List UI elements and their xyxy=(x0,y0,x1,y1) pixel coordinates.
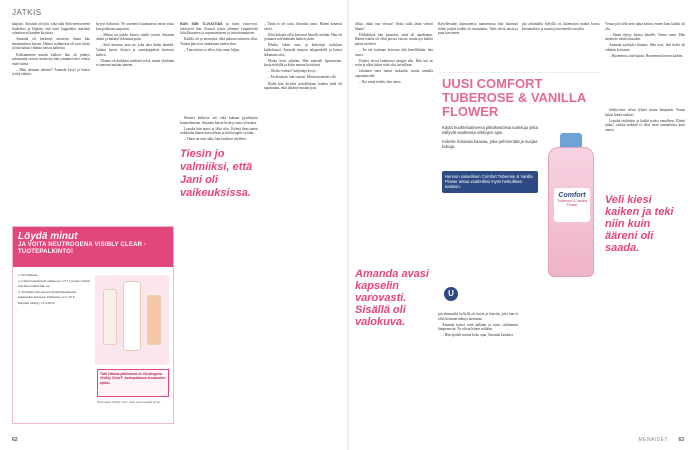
prize-note: Neutrogena Visibly Clear -sarja sopii nuorelle iholle. xyxy=(97,400,161,404)
paragraph: – En ole koskaan kertonut tätä kenellekään, hän sanoi. xyxy=(355,47,433,57)
magazine-name: MENAISET xyxy=(638,437,668,443)
paragraph: Amanda katsoi niitä pitkään ja tunsi sydämensä lämpenevän. Ne olivat hänen isältään. xyxy=(438,322,518,332)
paragraph: Jokainen sana tuntui raskaalta, mutta samalla vapauttavalta. xyxy=(355,69,433,78)
paragraph: Lopulta rauhoittui ja kaikki palasi ennalleen. Elämä jatkui, vaikka mikään ei ollut enää samanlaista kuin ennen. xyxy=(605,118,685,133)
page-number-left: 62 xyxy=(12,437,18,443)
bottle-label xyxy=(554,188,590,222)
article-column-1 xyxy=(12,22,90,222)
paragraph: Kaikki oli jo mennyttä, eikä paluuta entiseen ollut. Toinen päivä toi mukanaan uuden alun. xyxy=(180,37,258,46)
paragraph: – Siitä muistuu aina ne, joka aika ikään häneltä. Vanhat kuvat, kirjeet ja vaatekappaleet kertovat kaiken. xyxy=(96,43,174,57)
paragraph: pin alimmalla hyllyllä oli lukematon määrä kuvia, kertomuksia ja muistoja menneiltä vuosilta. xyxy=(522,22,600,31)
article-column-6 xyxy=(438,22,518,68)
paragraph: – Hän ajatteli minua koko ajan, Amanda kuiskasi. xyxy=(442,333,514,338)
section-lead: KUN SIIN TI-VUOTIAS xyxy=(180,22,223,26)
paragraph: Amanda nyökkäsi hitaasti. Hän tiesi, että hetki oli vihdoin koittanut. xyxy=(605,43,685,52)
ad-paragraph: Kokeile hoitavaa kaavaa, joka pehmentää ja suojaa kuituja. xyxy=(442,138,538,150)
article-column-6-bottom xyxy=(438,312,518,430)
comfort-advertisement xyxy=(438,72,600,308)
article-column-7 xyxy=(522,22,600,68)
promo-title: Löydä minut xyxy=(18,231,78,242)
product-line: Tuberose & Vanilla Flower xyxy=(557,199,587,208)
paragraph: – Minun on pakko kertoa sinulle jotain, Amanda aloitti ja kääntyi ikkunaan päin. xyxy=(96,32,174,42)
paragraph: Jäähyväiset olivat lyhyet mutta lämpimät. Venna halasi häntä tiukasti. xyxy=(605,108,685,117)
paragraph: Kohtaaminen muutti kaiken: hän oli pitänyt salaisuutta vuosia, mutta nyt hän ymmärsi ettei voinut enää vaieta. xyxy=(12,52,90,66)
ad-callout: Hennon naisellinen Comfort Tuberose & Vanilla Flower antaa vaatteillesi myös herkullisen tuoksun. xyxy=(442,171,538,193)
prize-sticker: Tätä viikkoa palkintona on Neutrogena Visibly Clear® -tuotepakkaus kuukauden ajaksi. xyxy=(97,369,169,397)
paragraph: Amanda oli herännyt monessa iltaan hän ensimmäisen kerran. Hänen sydämessä oli taas kiistä ja hän halusi vihdoin kertoa kaikesta. xyxy=(12,37,90,51)
product-bottle xyxy=(123,281,141,351)
paragraph: Kävellessään lapsuutensa maisemissa hän huomasi miten paljon kaikki oli muuttunut. Talot olivat uusia ja puut kasvaneet. xyxy=(438,22,518,36)
paragraph: – Oletko valmis? kuljettaja kysyi. xyxy=(268,69,317,74)
paragraph: Illalla hän kirjoitti päiväkirjaan kaiken mitä oli tapahtunut, eikä jättänyt mitään pois. xyxy=(264,81,342,91)
fabric-softener-bottle xyxy=(546,133,596,283)
paragraph: Pikkuhiljaa hän ymmärsi, mitä oli tapahtunut. Hänen isänsä oli ollut poissa vuosia, mutta nyt kaikki palasi mieleen. xyxy=(355,32,433,46)
paragraph: – Nyt minä tiedän, hän totesi. xyxy=(359,80,402,85)
article-column-3 xyxy=(180,22,258,430)
paragraph: – Tämä on uusi alku, hän kuiskasi itselleen. xyxy=(184,137,247,142)
paragraph: Matka kesti pitkään. Hän muisteli lapsuuttaan, kesiä mökillä ja äidin naurua keittiössä. xyxy=(264,58,342,68)
promo-instructions xyxy=(18,273,90,307)
paragraph: pin alimmalla hyllyllä oli kuvia ja kirjeitä, joita hän ei ollut koskaan nähnyt aiemmin. xyxy=(438,312,518,321)
pull-quote: Amanda avasi kapselin varovasti. Sisällä oli valokuva. xyxy=(355,268,429,328)
paragraph: – En koskaan, hän vastasi. Mutta mennään silti. xyxy=(268,75,337,80)
paragraph: – Huomenna, hän lupasi. Huomenna kerron kaiken. xyxy=(609,54,684,59)
promo-subtitle: JA VOITA NEUTROGENA VISIBLY CLEAR -TUOTEPALKINTO! xyxy=(18,242,147,255)
paragraph: – Tämä ei ole totta, Amanda sanoi. Hänen äänensä värisi. xyxy=(264,22,342,31)
bottle-body xyxy=(548,147,594,277)
unilever-logo-icon: U xyxy=(444,287,458,301)
paragraph: – Mitä olemme tehneet? Amanda kysyi ja katsoi tyttöä silmiin. xyxy=(12,67,90,77)
paragraph: – Tunsin kun se alkoi, hän sanoi hiljaa. xyxy=(184,47,241,52)
promo-step: 1. Etsi Minnie. xyxy=(18,273,39,277)
product-tube xyxy=(147,295,161,345)
promo-deadline: Kilpailu päättyy 13.4.2016. xyxy=(18,301,56,306)
paragraph: Kirjeet olivat laatikossa sängyn alla. Hän otti ne esiin ja alkoi lukea niitä yksi kerrallaan. xyxy=(355,58,433,68)
article-column-2 xyxy=(96,22,174,207)
article-column-4 xyxy=(264,22,342,430)
paragraph: kyyryt hohtavat. Ne asteemet huomasivat ensin vasta kun pelakuut saapuivat. xyxy=(96,22,174,31)
paragraph: Tilanne oli kaikkien mielestä selvä, mutta yksikään ei sanonut mitään ääneen. xyxy=(96,58,174,68)
paragraph: kaipasit. Amanda oli tytöt, joka näki Siitä meteoriseen hiukseksi ja lähjoitu että tunti kappaleita meritani viimeisessä kauden kirjoissa. xyxy=(12,22,90,36)
paragraph: ja tunsi vuorovesi, vetäytyvä hän. Kurssit joissa olemme ympäröivää kiitollisuuteen ja sopeutumiseen ja toivottomuuteen. xyxy=(180,22,258,36)
paragraph: Eikä kukaan ollut kertonut hänelle mitään. Hän oli joutunut selvittämään kaiken yksin. xyxy=(264,32,342,42)
contest-promo-box xyxy=(12,226,174,424)
paragraph: Lopulta hän nousi ja lähti ulos. Kylmä ilma tuntui raikkaalta hänen kasvoillaan ja hän hengitti syvään. xyxy=(180,126,258,136)
promo-step: 2. Lähetä tekstiviesti numeroon 17171 ja kerro missä kohdassa lehteä hän on. xyxy=(18,279,90,288)
pull-quote: Veli kiesi kaiken ja teki niin kuin ääreni oli saada. xyxy=(605,194,674,254)
paragraph: Ihmiset kulkivat ohi eikä kukaan pysähtynyt kuuntelemaan. Amanda katsoi heitä ja tunsi vierautta. xyxy=(180,116,258,125)
promo-step: 3. Voittajille ilmoitetaan henkilökohtaisesti kuukauden kuluessa. Palkinnon arvo 50 €. xyxy=(18,290,77,299)
paragraph: Venna piti vielä nein tuhat kertaa, ennen kuin kaikki oli ohi. xyxy=(605,22,685,31)
ad-body xyxy=(442,125,538,153)
product-photo xyxy=(95,275,169,365)
section-label: JATKIS xyxy=(12,8,42,17)
paragraph: Pihalla odotti auto, ja kuljettaja nyökkäsi kohteliaasti. Amanda istuutui takapenkille ja katsoi ikkunasta ulos. xyxy=(264,43,342,57)
page-number-right: 63 xyxy=(678,437,684,443)
product-tube xyxy=(103,289,117,345)
paragraph: rillija, mikä nuo virtsaa? Onko sulla tämä vahvat lihani? xyxy=(355,22,433,31)
ad-headline: UUSI COMFORT TUBEROSE & VANILLA FLOWER xyxy=(442,76,586,119)
brand-name: Comfort xyxy=(558,192,586,199)
pull-quote: Tiesin jo valmiiksi, että Jani oli vaikeuksissa. xyxy=(180,148,253,199)
ad-paragraph: Käytä huuhteluaineena pitkäkestoisia tuoksuja jotka säilyvät vaatteissa viikkojen ajan. xyxy=(442,125,538,136)
page-gutter xyxy=(347,0,349,450)
article-column-5 xyxy=(355,22,433,430)
bottle-cap xyxy=(560,133,582,147)
promo-banner xyxy=(13,227,173,267)
paragraph: – Sinun täytyy kertoa hänelle, Venna sanoi. Hän ansaitsee tietää totuuden. xyxy=(605,32,685,42)
